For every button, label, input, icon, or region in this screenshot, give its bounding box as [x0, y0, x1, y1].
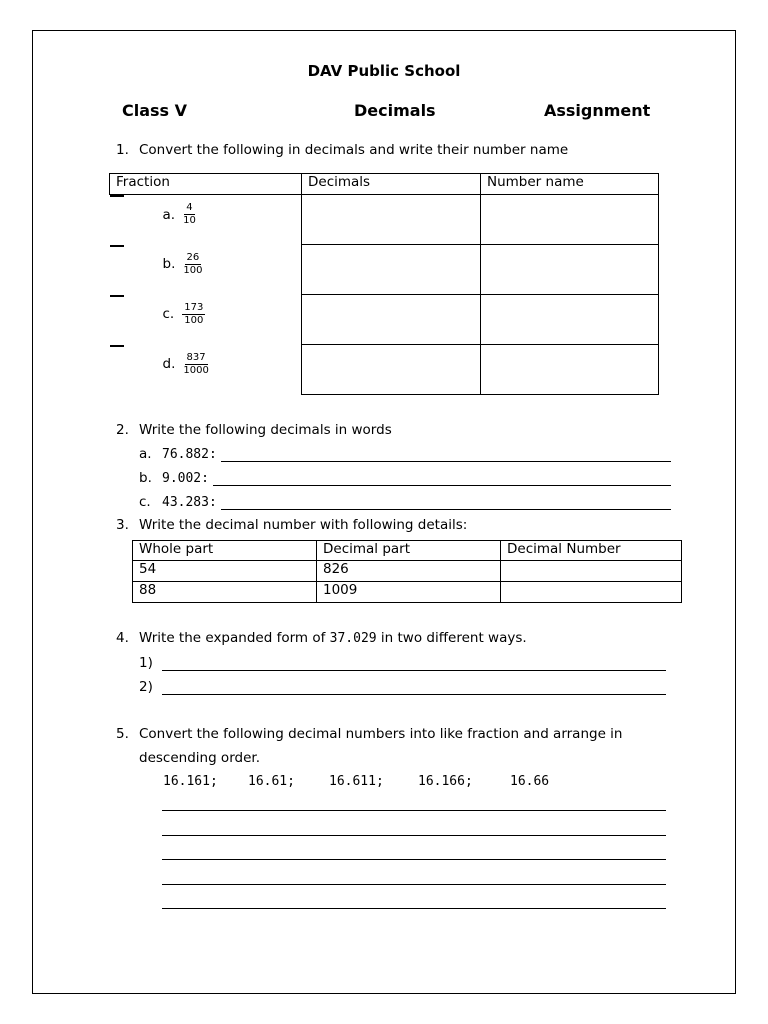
- q1-table: [109, 173, 659, 395]
- q1-row-c-letter: c.: [162, 306, 175, 322]
- q3-header-decimal-part: Decimal part: [317, 541, 501, 561]
- table-row: [110, 295, 659, 345]
- q1-row-a-number-name-cell[interactable]: [481, 195, 659, 245]
- q4-number: 4.: [116, 630, 129, 646]
- q1-table-header-row: [110, 174, 659, 195]
- q4-item-2-answer-line[interactable]: [162, 694, 666, 695]
- q1-row-d-number-name-cell[interactable]: [481, 345, 659, 395]
- q1-text: Convert the following in decimals and write their number name: [139, 142, 569, 158]
- q3-number: 3.: [116, 517, 129, 533]
- q1-row-c-fraction: [110, 295, 204, 326]
- q4-item-2-label: 2): [139, 679, 153, 695]
- q5-number-5: 16.66: [510, 774, 550, 789]
- q5-answer-line-5[interactable]: [162, 908, 666, 909]
- q1-row-c-decimals-cell[interactable]: [302, 295, 481, 345]
- fraction: [183, 352, 208, 377]
- q2-item-a-value: 76.882:: [162, 447, 217, 462]
- q2-text: Write the following decimals in words: [139, 422, 392, 438]
- q2-item-b-value: 9.002:: [162, 471, 209, 486]
- q5-number-2: 16.61;: [248, 774, 295, 789]
- q5-number-4: 16.166;: [418, 774, 473, 789]
- q3-row-2-whole: 88: [133, 582, 317, 603]
- q3-row-1-whole: 54: [133, 561, 317, 582]
- q4-text: [139, 630, 527, 646]
- q4-item-1-label: 1): [139, 655, 153, 671]
- numerator: 173: [184, 301, 204, 313]
- numerator: 837: [186, 351, 206, 363]
- q2-item-c-answer-line[interactable]: [221, 509, 671, 510]
- q5-number-3: 16.611;: [329, 774, 384, 789]
- class-label: Class V: [122, 101, 188, 120]
- school-title: DAV Public School: [307, 62, 461, 80]
- q1-header-decimals: Decimals: [302, 174, 481, 195]
- q4-value: 37.029: [329, 631, 377, 646]
- denominator: 100: [183, 264, 203, 276]
- q5-answer-line-1[interactable]: [162, 810, 666, 811]
- q1-row-a-letter: a.: [162, 206, 176, 223]
- q4-text-before: Write the expanded form of: [139, 630, 330, 646]
- q3-row-2-decimal: 1009: [317, 582, 501, 603]
- q3-text: Write the decimal number with following details:: [139, 517, 468, 533]
- q3-row-1-answer-cell[interactable]: [501, 561, 682, 582]
- q1-header-number-name: Number name: [481, 174, 659, 195]
- q2-item-c-value: 43.283:: [162, 495, 217, 510]
- table-row: [133, 582, 682, 603]
- q3-table: [132, 540, 682, 603]
- q5-answer-line-3[interactable]: [162, 859, 666, 860]
- q2-item-a-answer-line[interactable]: [221, 461, 671, 462]
- q3-header-decimal-number: Decimal Number: [501, 541, 682, 561]
- q2-item-b-letter: b.: [139, 470, 152, 486]
- denominator: 100: [184, 314, 204, 326]
- q2-item-a-letter: a.: [139, 446, 152, 462]
- q1-row-a-fraction: [110, 195, 196, 226]
- q1-row-d-letter: d.: [162, 356, 176, 372]
- q3-header-whole-part: Whole part: [133, 541, 317, 561]
- assignment-label: Assignment: [544, 101, 651, 120]
- q1-header-fraction: Fraction: [110, 174, 302, 195]
- q3-row-2-answer-cell[interactable]: [501, 582, 682, 603]
- q1-row-b-fraction: [110, 245, 203, 276]
- q1-number: 1.: [116, 142, 129, 158]
- q5-number-1: 16.161;: [163, 774, 218, 789]
- q1-row-b-letter: b.: [162, 256, 176, 272]
- q4-text-after: in two different ways.: [376, 630, 527, 646]
- denominator: 1000: [183, 364, 209, 376]
- q2-number: 2.: [116, 422, 129, 438]
- numerator: 4: [186, 202, 193, 213]
- q5-line-1: Convert the following decimal numbers into like fraction and arrange in: [139, 726, 623, 742]
- numerator: 26: [186, 251, 200, 263]
- q1-row-d-decimals-cell[interactable]: [302, 345, 481, 395]
- q1-row-c-number-name-cell[interactable]: [481, 295, 659, 345]
- table-row: [110, 345, 659, 395]
- q1-row-b-decimals-cell[interactable]: [302, 245, 481, 295]
- q5-number: 5.: [116, 726, 129, 742]
- q5-answer-line-4[interactable]: [162, 884, 666, 885]
- denominator: 10: [183, 215, 196, 226]
- q4-item-1-answer-line[interactable]: [162, 670, 666, 671]
- table-row: [110, 245, 659, 295]
- fraction: [183, 252, 202, 277]
- q5-answer-line-2[interactable]: [162, 835, 666, 836]
- q1-row-b-number-name-cell[interactable]: [481, 245, 659, 295]
- q1-row-d-fraction: [110, 345, 209, 376]
- q1-row-a-decimals-cell[interactable]: [302, 195, 481, 245]
- fraction: [182, 302, 205, 327]
- fraction: [183, 202, 196, 227]
- table-row: [110, 195, 659, 245]
- q5-line-2: descending order.: [139, 750, 260, 766]
- q2-item-c-letter: c.: [139, 494, 151, 510]
- subject-label: Decimals: [354, 101, 436, 120]
- q3-row-1-decimal: 826: [317, 561, 501, 582]
- q3-table-header-row: [133, 541, 682, 561]
- q2-item-b-answer-line[interactable]: [213, 485, 671, 486]
- table-row: [133, 561, 682, 582]
